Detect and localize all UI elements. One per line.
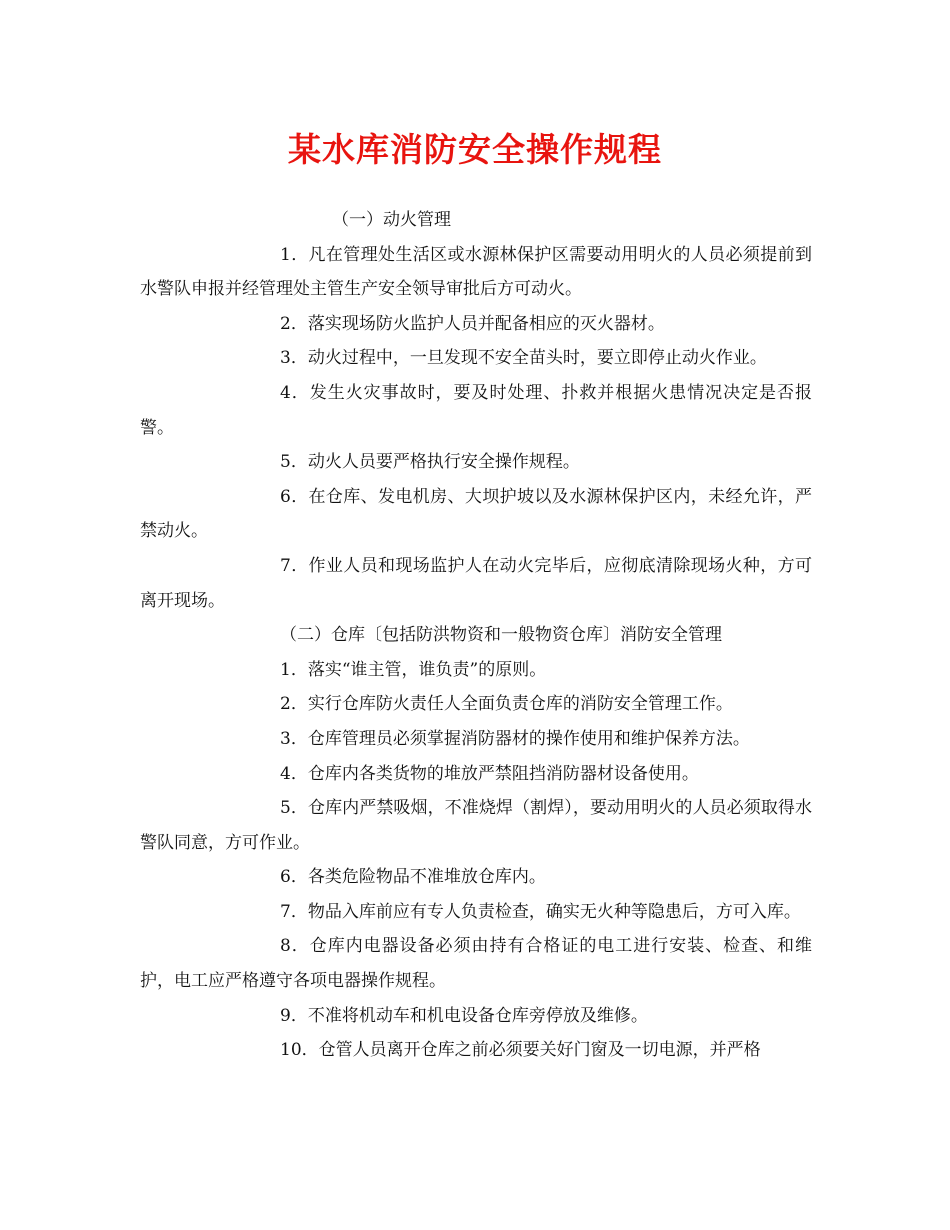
paragraph: 6．在仓库、发电机房、大坝护坡以及水源林保护区内，未经允许，严禁动火。 [140,486,812,542]
paragraph: 9．不准将机动车和机电设备仓库旁停放及维修。 [280,1005,648,1026]
document-body [140,203,812,1068]
paragraph: 5．仓库内严禁吸烟，不准烧焊（割焊），要动用明火的人员必须取得水警队同意，方可作业。 [140,798,812,853]
paragraph: 6．各类危险物品不准堆放仓库内。 [280,867,546,888]
section-heading: （一）动火管理 [332,210,451,230]
paragraph: 3．动火过程中，一旦发现不安全苗头时，要立即停止动火作业。 [280,348,767,369]
paragraph: 7．物品入库前应有专人负责检查，确实无火种等隐患后，方可入库。 [280,901,801,922]
paragraph: 1．凡在管理处生活区或水源林保护区需要动用明火的人员必须提前到水警队申报并经管理处主管生产安全领导审批后方可动火。 [140,244,812,300]
paragraph: 2．落实现场防火监护人员并配备相应的灭火器材。 [280,313,665,334]
paragraph: 1．落实“谁主管，谁负责”的原则。 [280,659,547,680]
paragraph: 5．动火人员要严格执行安全操作规程。 [280,452,580,473]
paragraph: 4．仓库内各类货物的堆放严禁阻挡消防器材设备使用。 [280,763,699,784]
document-title: 某水库消防安全操作规程 [288,130,662,169]
paragraph: 7．作业人员和现场监护人在动火完毕后，应彻底清除现场火种，方可离开现场。 [140,555,812,611]
paragraph: 3．仓库管理员必须掌握消防器材的操作使用和维护保养方法。 [280,728,750,749]
section-heading: （二）仓库〔包括防洪物资和一般物资仓库〕消防安全管理 [280,625,722,646]
paragraph: 8．仓库内电器设备必须由持有合格证的电工进行安装、检查、和维护，电工应严格遵守各项电器操作规程。 [140,936,812,992]
paragraph: 4．发生火灾事故时，要及时处理、扑救并根据火患情况决定是否报警。 [140,382,812,438]
paragraph: 10．仓管人员离开仓库之前必须要关好门窗及一切电源，并严格 [280,1040,761,1061]
paragraph: 2．实行仓库防火责任人全面负责仓库的消防安全管理工作。 [280,694,733,715]
